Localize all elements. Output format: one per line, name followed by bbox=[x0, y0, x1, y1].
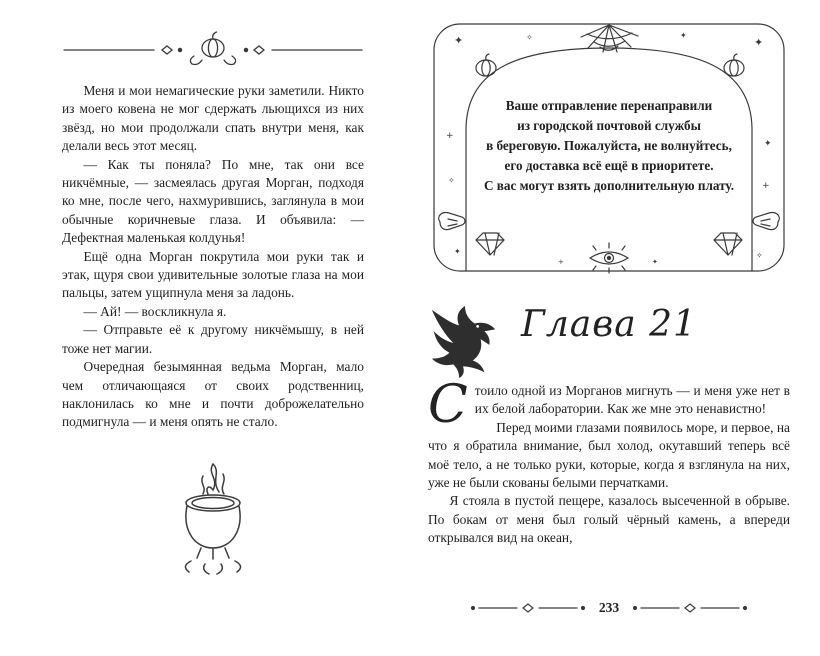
notice-line: в береговую. Пожалуйста, не волнуйтесь, bbox=[486, 138, 732, 153]
notice-line: из городской почтовой службы bbox=[517, 118, 701, 133]
svg-text:✧: ✧ bbox=[526, 33, 533, 42]
svg-text:✦: ✦ bbox=[454, 34, 464, 47]
gem-icon bbox=[476, 233, 504, 255]
paragraph-dropcap bbox=[428, 375, 790, 435]
divider-ornament bbox=[469, 602, 587, 614]
raven-illustration bbox=[426, 304, 502, 380]
paragraph: — Как ты поняла? По мне, так они все никчёмные, — засмеялась другая Морган, подходя ко мне, после чего, нахмурившись, заглянула в мои обычные коричневые глаза. И объявила: — Дефектная маленькая колдунья! bbox=[62, 156, 364, 246]
paragraph: Перед моими глазами появилось море, и первое, на что я обратила внимание, был холод, окутавший теперь всё моё тело, а не только руки, которые, когда я взглянула на них, уже не были скованы белыми перчатками. bbox=[428, 419, 790, 491]
paragraph: Очередная безымянная ведьма Морган, мало чем отличающаяся от своих родственниц, наклонилась ко мне и почти доброжелательно подмигнула — и меня опять не стало. bbox=[62, 359, 364, 430]
paragraph: Меня и мои немагические руки заметили. Никто из моего ковена не мог сдержать льющихся из них звёзд, но мои продолжали спать внутри меня, как делали весь этот месяц. bbox=[62, 83, 364, 154]
pumpkin-icon bbox=[724, 54, 744, 76]
notice-line: его доставка всё ещё в приоритете. bbox=[504, 158, 714, 173]
eye-icon bbox=[590, 243, 628, 273]
drop-cap: С bbox=[428, 375, 468, 435]
diamond-icon bbox=[685, 604, 695, 612]
cauldron-illustration bbox=[163, 458, 263, 578]
pumpkin-icon bbox=[202, 32, 224, 57]
right-page-text bbox=[428, 375, 790, 548]
notice-line: Ваше отправление перенаправили bbox=[505, 98, 713, 113]
gem-icon bbox=[714, 233, 742, 255]
svg-text:+: + bbox=[558, 258, 564, 266]
diamond-icon bbox=[523, 604, 533, 612]
svg-text:✧: ✧ bbox=[448, 176, 455, 185]
diamond-icon bbox=[254, 46, 264, 54]
paragraph: Ещё одна Морган покрутила мои руки так и этак, щуря свои удивительные золотые глаза на мои пальцы, затем ущипнула меня за ладонь. bbox=[62, 248, 364, 301]
divider-ornament bbox=[631, 602, 749, 614]
page-number: 233 bbox=[598, 600, 620, 615]
chapter-heading-row bbox=[428, 290, 790, 382]
paragraph: Я стояла в пустой пещере, казалось высеченной в обрыве. По бокам от меня был голый чёрный камень, а впереди открывался вид на океан, bbox=[428, 493, 790, 546]
svg-text:✦: ✦ bbox=[454, 247, 461, 256]
hand-icon bbox=[439, 213, 465, 230]
paragraph-text: тоило одной из Морганов мигнуть — и меня уже нет в их белой лаборатории. Как же мне это ненавистно! bbox=[474, 383, 790, 417]
header-divider-pumpkin-ornament bbox=[62, 26, 364, 68]
page-footer bbox=[428, 600, 790, 616]
right-page bbox=[428, 18, 790, 548]
paragraph: — Отправьте её к другому никчёмышу, в ней тоже нет магии. bbox=[62, 322, 364, 356]
svg-text:+: + bbox=[762, 181, 770, 191]
svg-text:✦: ✦ bbox=[652, 258, 658, 266]
chapter-title: Глава 21 bbox=[521, 304, 697, 345]
paragraph: — Ай! — воскликнула я. bbox=[83, 303, 227, 319]
notice-text bbox=[468, 96, 750, 196]
svg-text:+: + bbox=[446, 131, 454, 141]
diamond-icon bbox=[162, 46, 172, 54]
hand-icon bbox=[753, 213, 779, 230]
left-page-text bbox=[62, 82, 364, 432]
svg-text:✦: ✦ bbox=[754, 36, 764, 49]
svg-text:✦: ✦ bbox=[764, 139, 772, 149]
notice-frame bbox=[428, 18, 790, 278]
notice-line: С вас могут взять дополнительную плату. bbox=[483, 178, 735, 193]
left-page bbox=[62, 26, 364, 583]
svg-text:✧: ✧ bbox=[756, 251, 763, 260]
svg-text:✦: ✦ bbox=[680, 31, 687, 40]
